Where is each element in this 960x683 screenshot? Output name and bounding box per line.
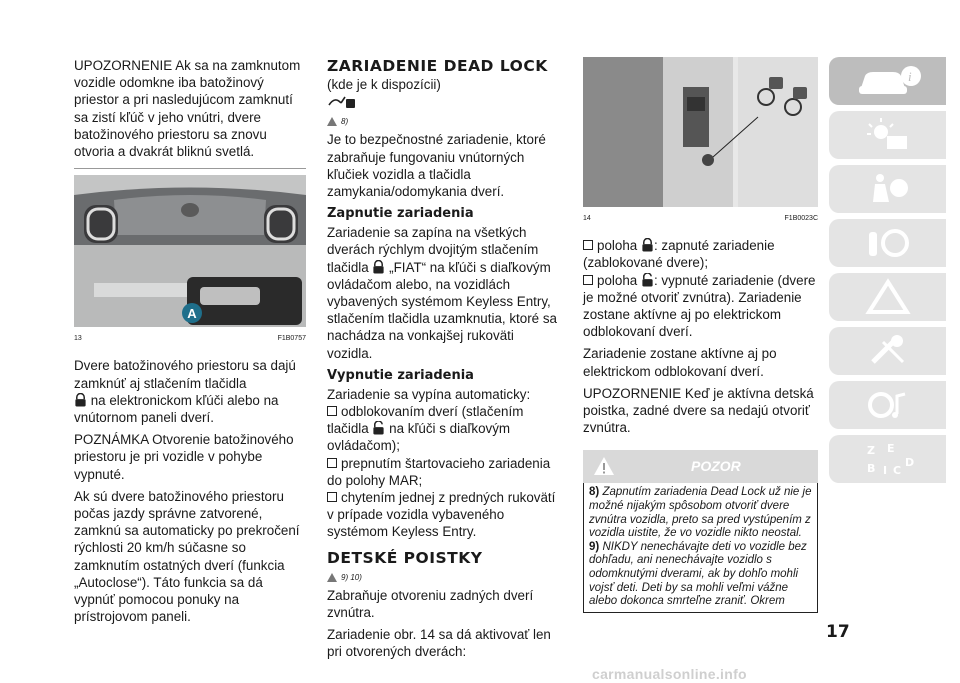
warning-lights-icon [853, 116, 923, 154]
figure-number: 14 [583, 215, 591, 222]
warning-body [583, 483, 818, 612]
deactivation-intro: Zariadenie sa vypína automaticky: [327, 386, 531, 402]
figure-code: F1B0023C [784, 215, 818, 222]
bullet-unlock: odblokovaním dverí (stlačením tlačidla na kľúči s diaľkovým ovládačom); [327, 404, 524, 454]
tab-warning-lights[interactable] [829, 111, 946, 159]
warning-triangle-icon [327, 117, 337, 126]
warning-title: POZOR [691, 458, 741, 475]
svg-text:D: D [904, 456, 914, 469]
note-child-lock-active: UPOZORNENIE Keď je aktívna detská poistka, zadné dvere sa nedajú otvoriť zvnútra. [583, 385, 814, 436]
airbag-icon [853, 170, 923, 208]
unlock-icon [372, 421, 385, 435]
column-1 [74, 57, 306, 630]
bullet-ignition: prepnutím štartovacieho zariadenia do polohy MAR; [327, 455, 551, 488]
page-number: 17 [826, 622, 850, 642]
child-lock-activation: Zariadenie obr. 14 sa dá aktivovať len pri otvorených dverách: [327, 627, 551, 660]
section-heading-dead-lock: ZARIADENIE DEAD LOCK [327, 57, 548, 75]
chapter-sidebar [829, 57, 946, 489]
warning-9: 9) NIKDY nenechávajte deti vo vozidle bez dohľadu, ani nenechávajte vozidlo s odomknutými dverami, ak by dohľo mohli vojsť deti. Deti by sa mohli veľmi vážne alebo dokonca smrteľne zraniť. Okrem [589, 540, 807, 608]
bullet-keyless: chytením jednej z predných rukovätí v prípade vozidla vybaveného systémom Keyless Entry. [327, 490, 556, 540]
car-info-icon [853, 62, 923, 100]
note-trunk-moving: POZNÁMKA Otvorenie batožinového priestoru je pri vozidle v pohybe vypnuté. [74, 432, 294, 482]
dead-lock-symbol [327, 93, 557, 111]
autoclose-paragraph: Ak sú dvere batožinového priestoru počas jazdy správne zatvorené, zamknú sa automaticky po prekročení rýchlosti 20 km/h súčasne so zamknutím ostatných dverí (funkcia „Autoclose“). Táto funkcia sa dá vypnúť pomocou ponuky na prístrojovom paneli. [74, 488, 300, 625]
bullet-square-icon [583, 275, 593, 285]
lock-icon [641, 238, 654, 252]
heading-activation: Zapnutie zariadenia [327, 206, 474, 222]
figure-number: 13 [74, 335, 82, 343]
svg-text:B: B [866, 462, 875, 475]
dead-lock-icon [327, 93, 357, 109]
svg-text:C: C [892, 464, 901, 477]
tab-maintenance[interactable] [829, 327, 946, 375]
lock-icon [372, 260, 385, 274]
section-heading-child-locks: DETSKÉ POISTKY [327, 548, 483, 567]
warning-triangle-icon [327, 573, 337, 582]
warning-reference-9-10: 9) 10) [327, 569, 557, 586]
tab-safety[interactable] [829, 165, 946, 213]
svg-text:i: i [907, 69, 912, 84]
note-trunk-reopen: UPOZORNENIE Ak sa na zamknutom vozidle odomkne iba batožinový priestor a pri nasledujúcom zamknutí sa zistí kľúč v jeho vnútri, dvere batožinového priestoru sa znovu otvoria a dvakrát bliknú svetlá. [74, 58, 301, 160]
index-letters-icon [853, 440, 923, 478]
activation-text-b: „FIAT“ na kľúči s diaľkovým ovládačom alebo, na vozidlách vybavených systémom Keyless Entry, stlačením tlačidla uzamknutia, ktoré sa nachádza na vonkajšej rukoväti vozidla. [327, 259, 557, 361]
svg-text:I: I [882, 464, 887, 477]
tab-index[interactable] [829, 435, 946, 483]
figure-14-caption [583, 210, 818, 227]
watermark: carmanualsonline.info [592, 666, 747, 682]
figure-badge: A [187, 306, 197, 322]
warning-triangle-icon [853, 278, 923, 316]
tab-multimedia[interactable] [829, 381, 946, 429]
note-active-after-unlock: Zariadenie zostane aktívne aj po elektrickom odblokovaní dverí. [583, 346, 777, 379]
lock-icon [74, 393, 87, 407]
tab-car-info[interactable] [829, 57, 946, 105]
availability-note: (kde je k dispozícii) [327, 77, 441, 92]
divider [74, 168, 306, 169]
heading-deactivation: Vypnutie zariadenia [327, 367, 474, 383]
svg-text:E: E [886, 442, 895, 455]
child-lock-description: Zabraňuje otvoreniu zadných dverí zvnútra. [327, 587, 534, 621]
warning-8: 8) Zapnutím zariadenia Dead Lock už nie je možné nijakým spôsobom otvoriť dvere zvnútra vozidla, preto sa pred vystúpením z vozidla uistite, že vo vozidle nikto neostal. [589, 486, 812, 540]
tab-emergency[interactable] [829, 273, 946, 321]
warning-header [583, 450, 818, 483]
warning-reference-8: 8) [327, 113, 557, 130]
bullet-position-locked: poloha : zapnuté zariadenie (zablokované dvere); [583, 238, 775, 271]
dead-lock-description: Je to bezpečnostné zariadenie, ktoré zabraňuje fungovaniu vnútorných kľučiek vozidla a tlačidla zamykania/odomykania dverí. [327, 132, 546, 200]
wrench-icon [853, 332, 923, 370]
figure-14-child-lock [583, 57, 818, 207]
column-2 [327, 57, 557, 666]
bullet-square-icon [583, 240, 593, 250]
bullet-position-unlocked: poloha : vypnuté zariadenie (dvere je možné otvoriť zvnútra). Zariadenie zostane aktívne aj po elektrickom odblokovaní dverí. [583, 272, 816, 340]
figure-13-trunk [74, 175, 306, 327]
figure-code: F1B0757 [277, 335, 306, 343]
warning-box [583, 450, 818, 612]
door-illustration [583, 57, 818, 207]
key-steering-icon [853, 224, 923, 262]
activation-paragraph [327, 224, 557, 362]
warning-triangle-icon [593, 456, 615, 476]
svg-text:Z: Z [866, 444, 875, 457]
bullet-square-icon [327, 492, 337, 502]
lock-trunk-text-a: Dvere batožinového priestoru sa dajú zamknúť aj stlačením tlačidla [74, 358, 296, 391]
tab-starting-driving[interactable] [829, 219, 946, 267]
bullet-square-icon [327, 406, 337, 416]
bullet-square-icon [327, 458, 337, 468]
activation-text-a: Zariadenie sa zapína na všetkých dverách rýchlym dvojitým stlačením tlačidla [327, 225, 539, 275]
unlock-icon [641, 273, 654, 287]
lock-trunk-paragraph [74, 357, 306, 426]
lock-trunk-text-b: na elektronickom kľúči alebo na vnútornom paneli dverí. [74, 392, 279, 426]
figure-13-caption [74, 330, 306, 347]
nav-music-icon [853, 386, 923, 424]
column-3 [583, 57, 818, 613]
